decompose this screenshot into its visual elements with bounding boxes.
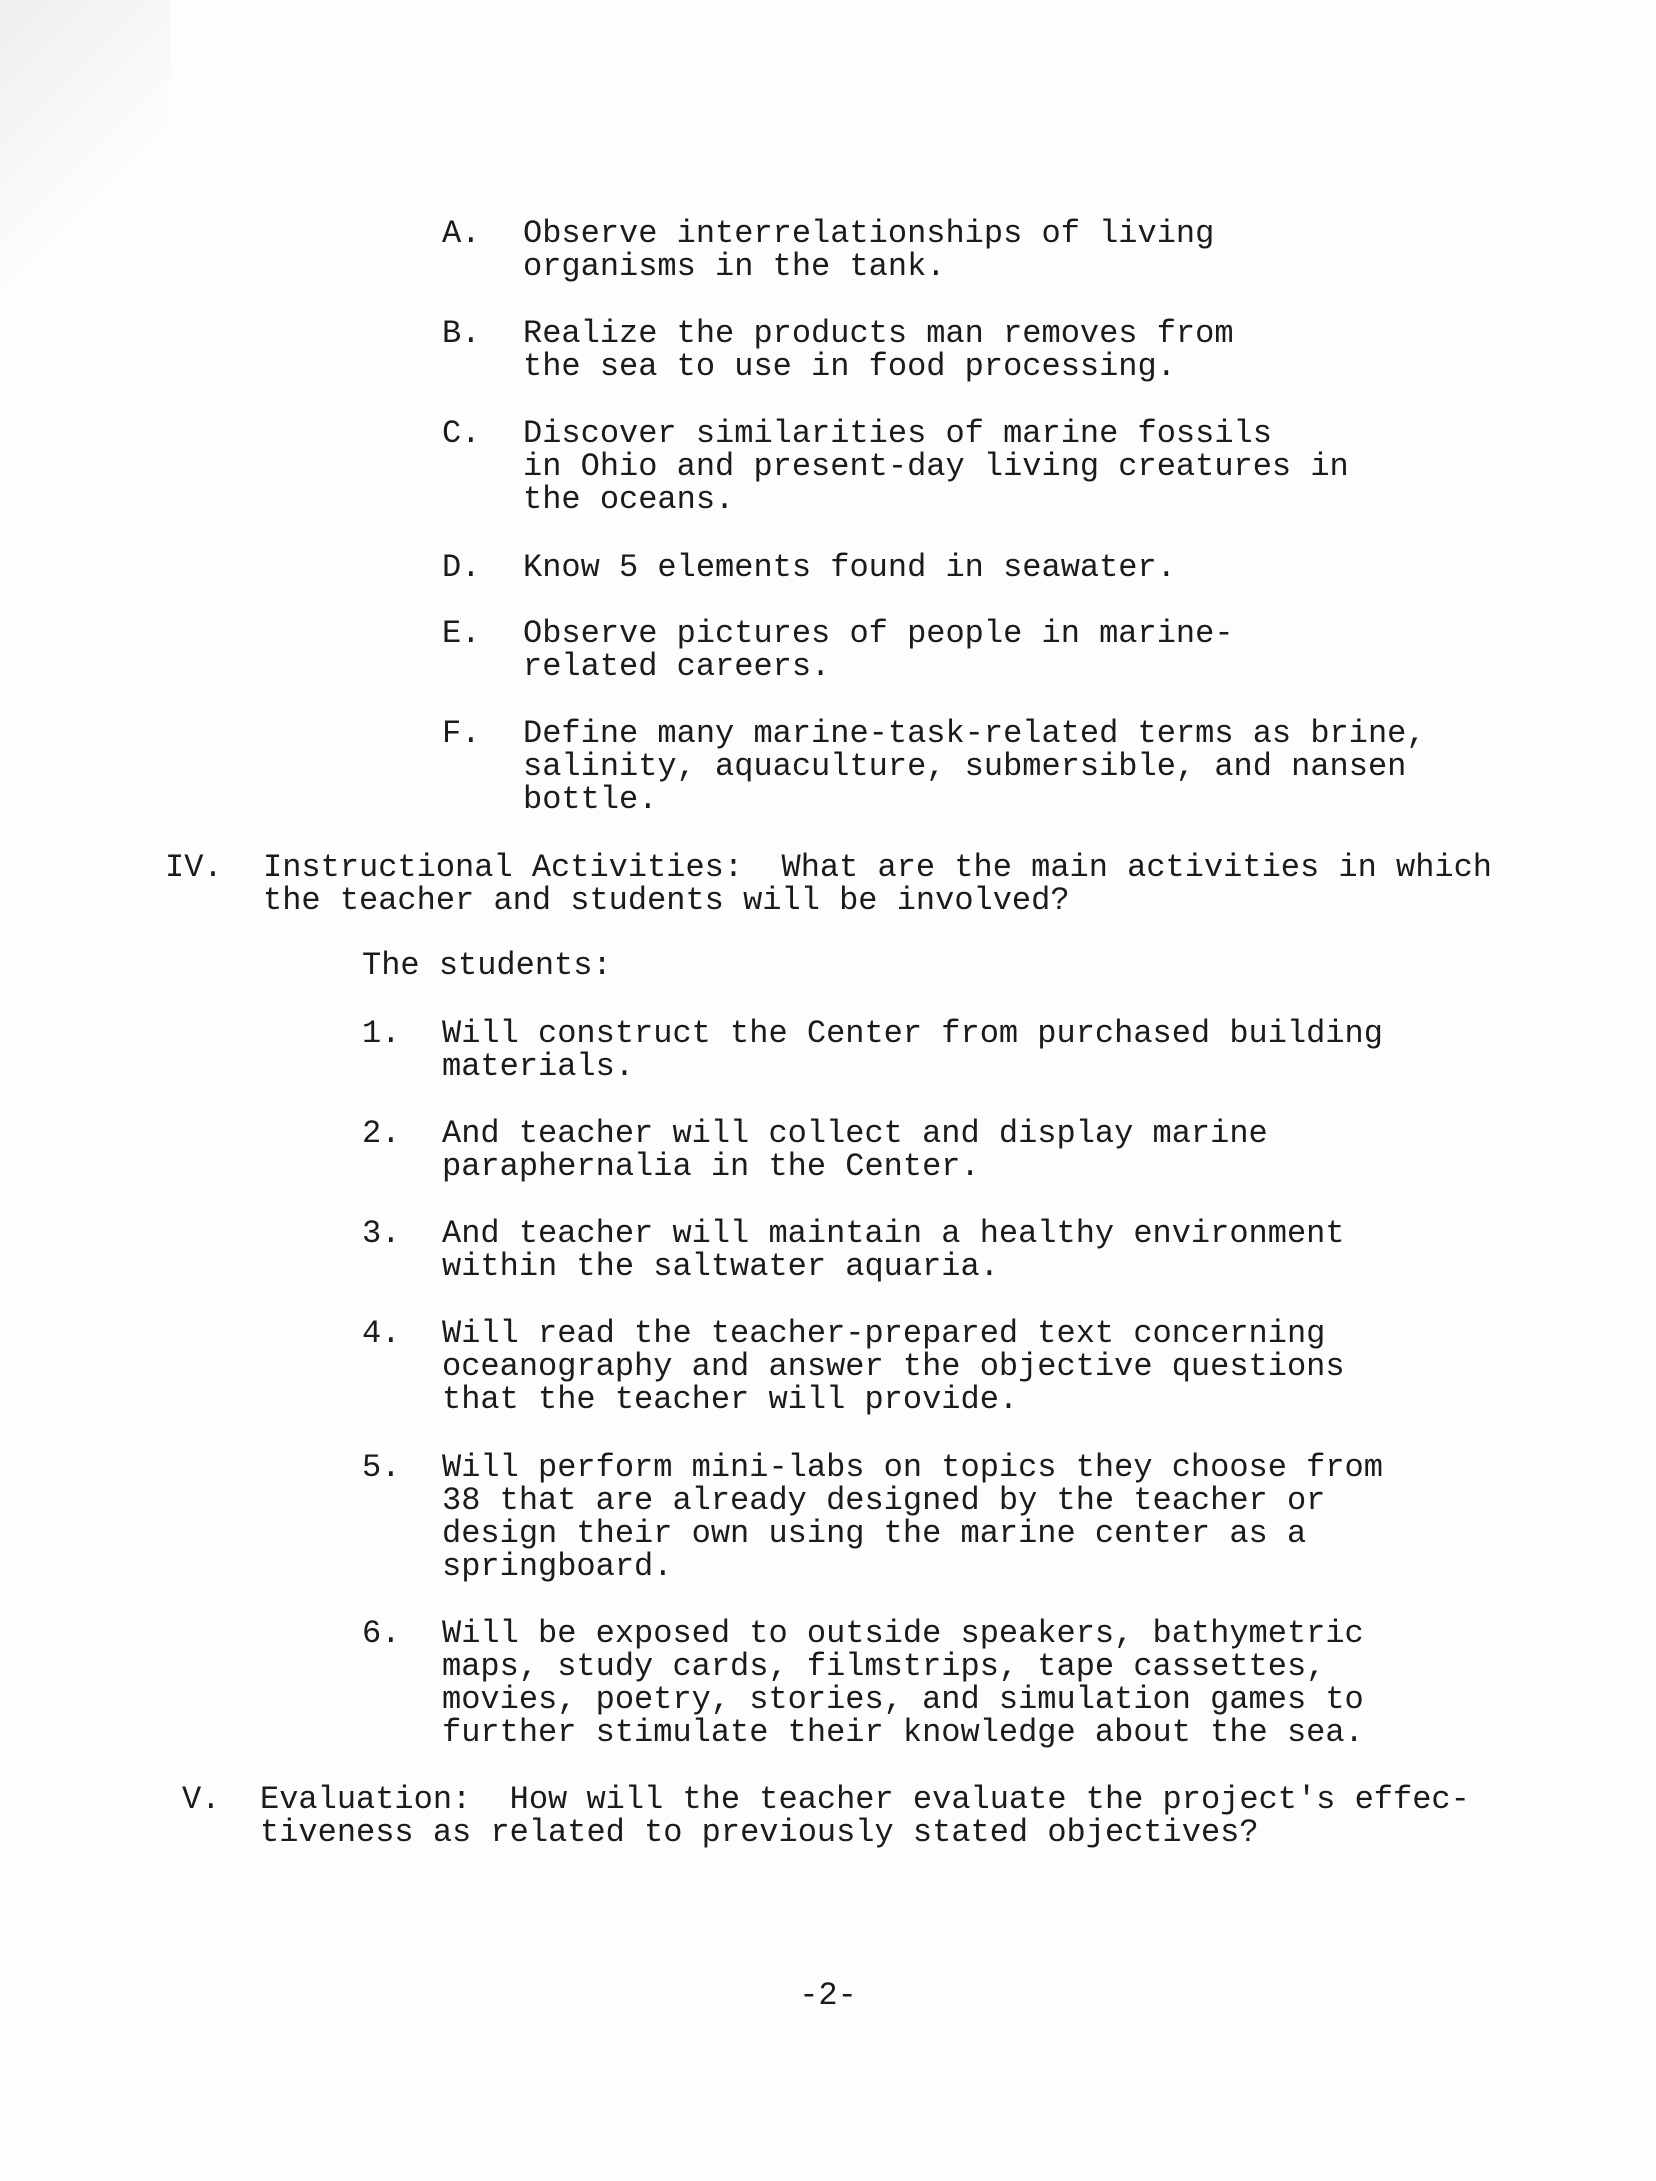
activity-line: that the teacher will provide. <box>442 1381 1019 1418</box>
objective-line: Define many marine-task-related terms as brine, <box>523 715 1426 752</box>
page-number: -2- <box>799 1977 857 2014</box>
section-numeral: V. <box>182 1781 221 1818</box>
objective-line: in Ohio and present-day living creatures in <box>523 448 1349 485</box>
section-heading-line: Evaluation: How will the teacher evaluate the project's effec- <box>260 1781 1470 1818</box>
activity-line: paraphernalia in the Center. <box>442 1148 980 1185</box>
section-heading-line: the teacher and students will be involved? <box>263 882 1070 919</box>
activity-line: springboard. <box>442 1548 673 1585</box>
section-heading-line: Instructional Activities: What are the main activities in which <box>263 849 1492 886</box>
activity-line: And teacher will collect and display marine <box>442 1115 1268 1152</box>
activity-number: 2. <box>362 1115 401 1152</box>
activity-line: further stimulate their knowledge about the sea. <box>442 1714 1364 1751</box>
activity-number: 5. <box>362 1449 401 1486</box>
objective-line: Observe pictures of people in marine- <box>523 615 1234 652</box>
objective-label: B. <box>442 315 481 352</box>
scan-edge-shadow <box>0 0 170 330</box>
section-heading-line: tiveness as related to previously stated objectives? <box>260 1814 1259 1851</box>
objective-line: Discover similarities of marine fossils <box>523 415 1272 452</box>
objective-line: Observe interrelationships of living <box>523 215 1215 252</box>
objective-label: A. <box>442 215 481 252</box>
activity-line: materials. <box>442 1048 635 1085</box>
objective-label: E. <box>442 615 481 652</box>
objective-line: the oceans. <box>523 481 735 518</box>
activity-line: Will read the teacher-prepared text concerning <box>442 1315 1326 1352</box>
activity-line: 38 that are already designed by the teacher or <box>442 1482 1326 1519</box>
activity-line: within the saltwater aquaria. <box>442 1248 999 1285</box>
activity-line: Will construct the Center from purchased building <box>442 1015 1383 1052</box>
activity-number: 4. <box>362 1315 401 1352</box>
activity-number: 1. <box>362 1015 401 1052</box>
objective-line: organisms in the tank. <box>523 248 946 285</box>
objective-label: D. <box>442 549 481 586</box>
activity-line: Will perform mini-labs on topics they choose from <box>442 1449 1383 1486</box>
students-intro: The students: <box>362 947 612 984</box>
objective-line: related careers. <box>523 648 831 685</box>
objective-line: bottle. <box>523 781 658 818</box>
objective-label: F. <box>442 715 481 752</box>
activity-line: oceanography and answer the objective questions <box>442 1348 1345 1385</box>
activity-line: movies, poetry, stories, and simulation games to <box>442 1681 1364 1718</box>
objective-label: C. <box>442 415 481 452</box>
objective-line: the sea to use in food processing. <box>523 348 1176 385</box>
objective-line: Know 5 elements found in seawater. <box>523 549 1176 586</box>
activity-line: maps, study cards, filmstrips, tape cassettes, <box>442 1648 1326 1685</box>
activity-line: design their own using the marine center as a <box>442 1515 1307 1552</box>
activity-line: Will be exposed to outside speakers, bathymetric <box>442 1615 1364 1652</box>
objective-line: Realize the products man removes from <box>523 315 1234 352</box>
objective-line: salinity, aquaculture, submersible, and nansen <box>523 748 1407 785</box>
activity-line: And teacher will maintain a healthy environment <box>442 1215 1345 1252</box>
activity-number: 3. <box>362 1215 401 1252</box>
activity-number: 6. <box>362 1615 401 1652</box>
section-numeral: IV. <box>165 849 223 886</box>
